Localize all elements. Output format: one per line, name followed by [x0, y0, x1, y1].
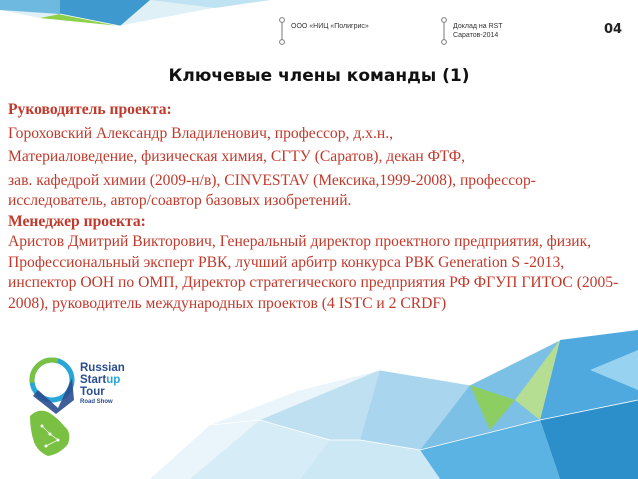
logo-text — [80, 362, 125, 406]
logo-line-2 — [80, 374, 125, 386]
leader-line-3: зав. кафедрой химии (2009-н/в), CINVESTAV (Мексика,1999-2008), профессор-исследователь, автор/соавтор базовых изобретений. — [8, 171, 536, 209]
logo-line-1: Russian — [80, 362, 125, 374]
manager-heading: Менеджер проекта: — [8, 212, 146, 230]
header-org-text: ООО «НИЦ «Полигрис» — [291, 23, 369, 30]
header-report — [440, 17, 503, 45]
leader-heading: Руководитель проекта: — [8, 101, 172, 118]
logo-line-4: Road Show — [80, 399, 113, 405]
leader-line-2: Материаловедение, физическая химия, СГТУ (Саратов), декан ФТФ, — [8, 148, 465, 165]
top-decoration — [0, 0, 270, 46]
logo-line-2b: up — [106, 374, 121, 386]
header-divider-icon — [440, 17, 448, 45]
logo-line-2a: Start — [80, 374, 107, 386]
header-report-line1: Доклад на RST — [453, 23, 503, 30]
manager-text: Аристов Дмитрий Викторович, Генеральный директор проектного предприятия, физик, Профессиональный эксперт РВК, лучший арбитр конкурса РВК Generation S -2013, инспектор ООН по ОМП, Директор стратегического предприятия РФ ФГУП ГИТОС (2005-2008), руководитель международных проектов (4 ISTC и 2 CRDF) — [8, 233, 619, 312]
slide-body — [8, 100, 630, 314]
header-report-line2: Саратов-2014 — [453, 32, 499, 39]
header-org — [278, 17, 369, 45]
header-divider-icon — [278, 17, 286, 45]
page-number: 04 — [604, 22, 623, 37]
slide-title: Ключевые члены команды (1) — [168, 66, 470, 86]
logo-line-3: Tour — [80, 386, 105, 398]
leader-line-1: Гороховский Александр Владиленович, профессор, д.х.н., — [8, 124, 393, 142]
header-report-text — [453, 22, 503, 40]
